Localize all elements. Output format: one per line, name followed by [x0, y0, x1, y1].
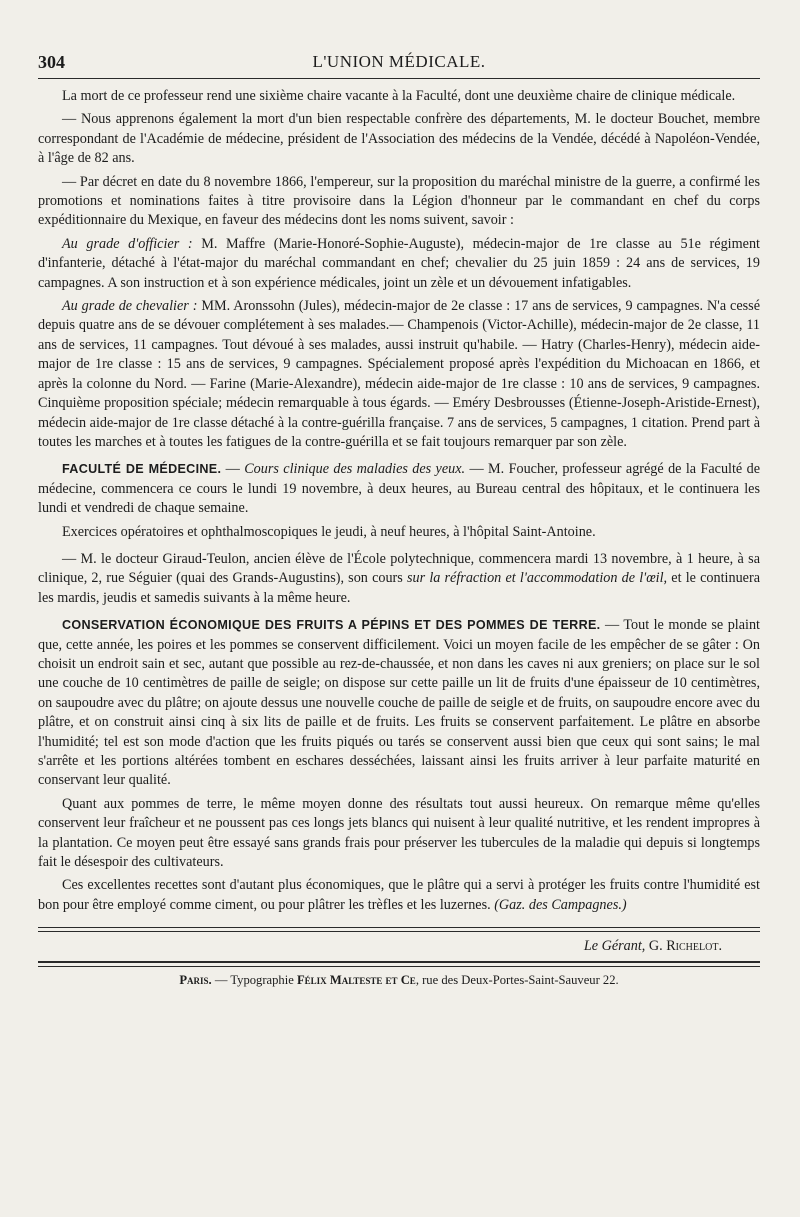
- running-title: L'UNION MÉDICALE.: [312, 52, 486, 71]
- imprint-address: , rue des Deux-Portes-Saint-Sauveur 22.: [415, 973, 619, 988]
- imprint-text: — Typographie: [211, 973, 297, 988]
- signature: [38, 938, 760, 955]
- giraud-teulon-text: — M. le docteur Giraud-Teulon, ancien élève de l'École polytechnique, commencera mardi 13 novembre, à 1 heure, à sa clinique, 2, rue Séguier (quai des Grands-Augustins), son cours: [38, 550, 760, 587]
- recipes-text: Ces excellentes recettes sont d'autant plus économiques, que le plâtre qui a servi à protéger les fruits contre l'humidité est bon pour être employé comme ciment, ou pour plâtrer les trèfles et les luzernes.: [38, 877, 760, 913]
- paragraph-decree: — Par décret en date du 8 novembre 1866, l'empereur, sur la proposition du maréchal ministre de la guerre, a confirmé les promotions et nominations faites à titre provisoire dans la Légion d'honneur par le commandant en chef du corps expéditionnaire du Mexique, en faveur des médecins dont les noms suivent, savoir :: [38, 173, 760, 229]
- imprint-printer: Félix Malteste et Ce: [296, 973, 416, 988]
- knight-grade-lead: Au grade de chevalier :: [62, 298, 198, 315]
- paragraph-bouchet-obituary: — Nous apprenons également la mort d'un bien respectable confrère des départements, M. le docteur Bouchet, membre correspondant de l'Académie de médecine, président de l'Association des médecins de la Vendée, décédé à Napoléon-Vendée, à l'âge de 82 ans.: [38, 111, 760, 167]
- page-header: [38, 52, 760, 79]
- officer-grade-text: M. Maffre (Marie-Honoré-Sophie-Auguste), médecin-major de 1re classe au 51e régiment d'infanterie, détaché à l'état-major du maréchal commandant en chef; chevalier du 25 juin 1859 : 24 ans de services, 19 campagnes. A son instruction et à son expérience médicales, joint un zèle et un dévouement infatigables.: [38, 235, 760, 291]
- faculty-course-text: — M. Foucher, professeur agrégé de la Faculté de médecine, commencera ce cours le lundi 19 novembre, à deux heures, au Bureau central des hôpitaux, et le continuera les lundi et vendredi de chaque semaine.: [38, 461, 760, 517]
- conservation-heading: CONSERVATION ÉCONOMIQUE DES FRUITS A PÉPINS ET DES POMMES DE TERRE.: [62, 618, 601, 633]
- paragraph-faculty-course: [38, 460, 760, 518]
- paragraph-potatoes: Quant aux pommes de terre, le même moyen donne des résultats tout aussi heureux. On remarque même qu'elles conservent leur fraîcheur et ne poussent pas ces longs jets blancs qui nuisent à leur qualité nutritive, et les rendent impropres à la plantation. Ce moyen peut être essayé sans grands frais pour préserver les tubercules de la maladie qui depuis si longtemps fait le désespoir des cultivateurs.: [38, 795, 760, 871]
- conservation-text: — Tout le monde se plaint que, cette année, les poires et les pommes se conservent difficilement. Voici un moyen facile de les empêcher de se gâter : On choisit un endroit sain et sec, autant que possible au rez-de-chaussée, et non dans les caves ni aux greniers; on place sur le sol une couche de 10 centimètres de paille de seigle; on dispose sur cette paille un lit de fruits d'une épaisseur de 10 centimètres, on saupoudre avec du plâtre; on ajoute dessus une nouvelle couche de paille de seigle et de fruits, on saupoudre encore avec du plâtre, et on construit ainsi cinq à six lits de paille et de fruits. Les fruits se conservent parfaitement. Le plâtre en absorbe l'humidité; tel est son mode d'action que les fruits piqués ou tarés se conservent aussi bien que ceux qui sont sains; le mal s'arrête et les portions altérées tombent en eschares desséchées, laissant ainsi les fruits arriver à leur parfaite maturité en conservant leur qualité.: [38, 617, 761, 789]
- signature-role: Le Gérant,: [583, 938, 646, 955]
- paragraph-giraud-teulon: [38, 550, 760, 608]
- printer-imprint: [38, 973, 760, 988]
- page-number: 304: [38, 52, 65, 72]
- faculty-course-title: Cours clinique des maladies des yeux.: [244, 461, 466, 478]
- imprint-city: Paris.: [179, 973, 212, 988]
- paragraph-knight-grade: [38, 297, 760, 452]
- paragraph-exercises: Exercices opératoires et ophthalmoscopiques le jeudi, à neuf heures, à l'hôpital Saint-Antoine.: [62, 523, 596, 540]
- faculty-dash: —: [221, 461, 245, 478]
- footer-rule: [38, 927, 760, 932]
- giraud-teulon-course: sur la réfraction et l'accommodation de l'œil,: [407, 570, 668, 587]
- page-content: [38, 87, 760, 915]
- giraud-teulon-tail: et le continuera les mardis, jeudis et samedis suivants à la même heure.: [38, 570, 761, 606]
- officer-grade-lead: Au grade d'officier :: [62, 235, 193, 252]
- paragraph-officer-grade: [38, 235, 760, 293]
- knight-grade-text: MM. Aronssohn (Jules), médecin-major de 2e classe : 17 ans de services, 9 campagnes. N'a cessé depuis quatre ans de se dévouer complétement à ses malades.— Champenois (Victor-Achille), médecin-major de 2e classe, 11 ans de services, 11 campagnes. Tout dévoué à ses malades, aussi instruit qu'habile. — Hatry (Charles-Henry), médecin aide-major de 1re classe : 15 ans de services, 9 campagnes. Spécialement proposé après l'expédition du Michoacan en 1866, et après la colonne du Nord. — Farine (Marie-Alexandre), médecin aide-major de 1re classe : 10 ans de services, 9 campagnes. Cinquième proposition spéciale; médecin remarquable à tous égards. — Eméry Desbrousses (Étienne-Joseph-Aristide-Ernest), médecin aide-major de 1re classe détaché à la contre-guérilla française. 7 ans de services, 5 campagnes, 1 citation. Prend part à toutes les marches et à toutes les fatigues de la contre-guérilla et se fait toujours remarquer par son zèle.: [38, 298, 760, 450]
- paragraph-recipes: [38, 876, 760, 915]
- recipes-source: (Gaz. des Campagnes.): [494, 896, 627, 913]
- faculty-heading: FACULTÉ DE MÉDECINE.: [62, 462, 222, 477]
- paragraph-fruit-conservation: [38, 616, 760, 791]
- paragraph-faculty-vacancy: La mort de ce professeur rend une sixième chaire vacante à la Faculté, dont une deuxième chaire de clinique médicale.: [62, 88, 736, 104]
- imprint-rule: [38, 961, 760, 967]
- signature-name: G. Richelot.: [645, 938, 722, 955]
